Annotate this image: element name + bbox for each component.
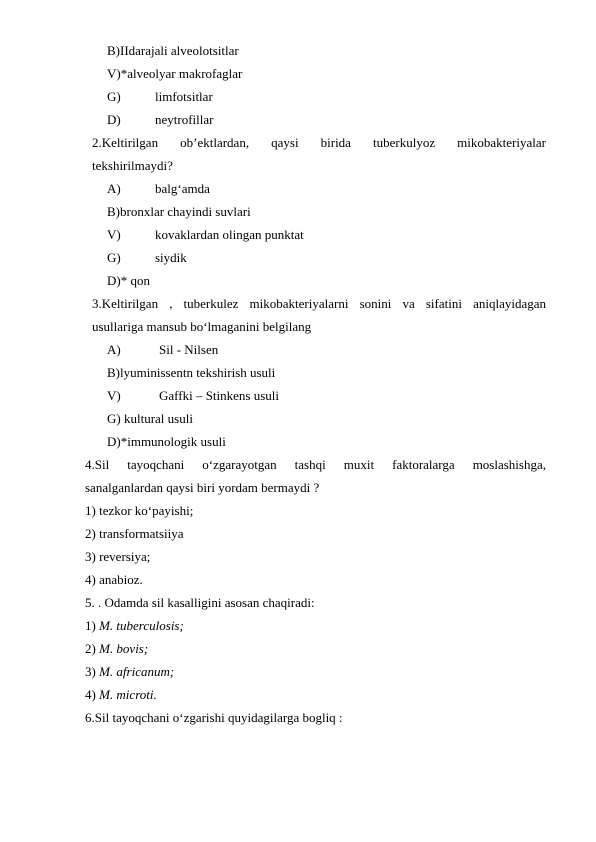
word: va	[402, 296, 415, 311]
word: mikobakteriyalar	[457, 135, 546, 150]
q5-option-1	[85, 618, 184, 634]
option-number: 1)	[85, 618, 100, 633]
species-name: M. microti.	[99, 687, 157, 702]
option-label: A)	[107, 181, 121, 196]
option-number: 4)	[85, 687, 100, 702]
word: aniqlayidagan	[473, 296, 546, 311]
q1-option-g	[107, 89, 213, 105]
word: 3.Keltirilgan	[92, 296, 159, 311]
word: ,	[169, 296, 173, 311]
q3-option-g: G) kultural usuli	[107, 411, 193, 426]
option-label: G)	[107, 250, 121, 265]
word: tayoqchani	[127, 457, 185, 472]
q5-option-4	[85, 687, 157, 703]
option-label: V)	[107, 388, 121, 403]
option-number: 2)	[85, 641, 100, 656]
option-label: D)	[107, 112, 121, 127]
q3-question-line1	[92, 296, 546, 312]
q4-option-4: 4) anabioz.	[85, 572, 143, 587]
word: 2.Keltirilgan	[92, 135, 159, 150]
word: o‘zgarayotgan	[202, 457, 277, 472]
q6-question: 6.Sil tayoqchani o‘zgarishi quyidagilarga bogliq :	[85, 710, 343, 725]
option-number: 3)	[85, 664, 100, 679]
option-text: Gaffki – Stinkens usuli	[159, 388, 280, 403]
q4-question-line2: sanalganlardan qaysi biri yordam bermaydi ?	[85, 480, 320, 495]
option-label: V)	[107, 227, 121, 242]
q2-option-a	[107, 181, 210, 197]
option-text: neytrofillar	[155, 112, 214, 127]
q1-option-b: B)IIdarajali alveolotsitlar	[107, 43, 239, 58]
species-name: M. bovis;	[99, 641, 149, 656]
word: moslashishga,	[472, 457, 546, 472]
option-text: Sil - Nilsen	[159, 342, 219, 357]
q2-question-line1	[92, 135, 546, 151]
q4-option-1: 1) tezkor ko‘payishi;	[85, 503, 194, 518]
q4-question-line1	[85, 457, 546, 473]
q3-option-a	[107, 342, 218, 358]
q3-option-d: D)*immunologik usuli	[107, 434, 226, 449]
word: tuberkulyoz	[373, 135, 436, 150]
q2-question-line2: tekshirilmaydi?	[92, 158, 173, 173]
option-label: A)	[107, 342, 121, 357]
option-text: limfotsitlar	[155, 89, 213, 104]
q4-option-2: 2) transformatsiiya	[85, 526, 184, 541]
q3-question-line2: usullariga mansub bo‘lmaganini belgilang	[92, 319, 312, 334]
option-text: siydik	[155, 250, 187, 265]
q1-option-v: V)*alveolyar makrofaglar	[107, 66, 243, 81]
q3-option-b: B)lyuminissentn tekshirish usuli	[107, 365, 276, 380]
word: ob’ektlardan,	[180, 135, 250, 150]
q4-option-3: 3) reversiya;	[85, 549, 151, 564]
option-text: kovaklardan olingan punktat	[155, 227, 304, 242]
option-label: G)	[107, 89, 121, 104]
q5-option-2	[85, 641, 148, 657]
word: 4.Sil	[85, 457, 110, 472]
species-name: M. tuberculosis;	[99, 618, 184, 633]
option-text: balg‘amda	[155, 181, 210, 196]
q2-option-b: B)bronxlar chayindi suvlari	[107, 204, 251, 219]
word: sonini	[359, 296, 392, 311]
q5-option-3	[85, 664, 174, 680]
q2-option-v	[107, 227, 304, 243]
word: muxit	[343, 457, 375, 472]
word: sifatini	[425, 296, 462, 311]
q2-option-g	[107, 250, 187, 266]
word: faktoralarga	[392, 457, 455, 472]
q1-option-d	[107, 112, 213, 128]
word: mikobakteriyalarni	[249, 296, 349, 311]
word: qaysi	[271, 135, 299, 150]
q2-option-d: D)* qon	[107, 273, 150, 288]
q5-question: 5. . Odamda sil kasalligini asosan chaqiradi:	[85, 595, 315, 610]
q3-option-v	[107, 388, 279, 404]
word: birida	[320, 135, 351, 150]
species-name: M. africanum;	[99, 664, 175, 679]
word: tashqi	[294, 457, 326, 472]
word: tuberkulez	[183, 296, 239, 311]
